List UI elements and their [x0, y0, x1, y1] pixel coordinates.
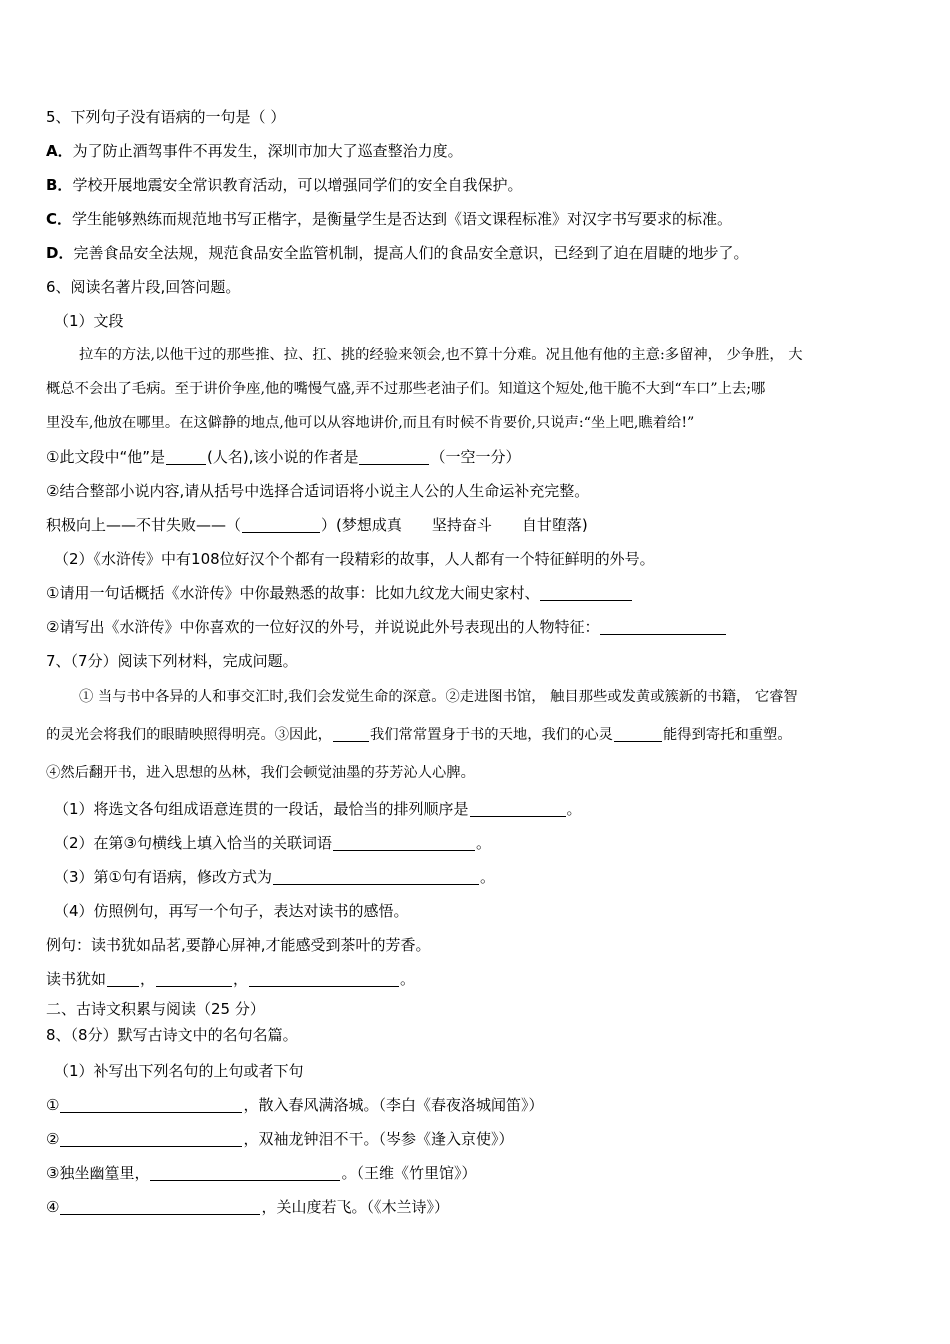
item-number: ①: [46, 1096, 60, 1114]
option-text: 学生能够熟练而规范地书写正楷字，是衡量学生是否达到《语文课程标准》对汉字书写要求的标准。: [72, 210, 733, 228]
answer-blank[interactable]: [273, 866, 479, 885]
q6-passage-line-3: 里没车,他放在哪里。在这僻静的地点,他可以从容地讲价,而且有时候不肯要价,只说声:“坐上吧,瞧着给!”: [46, 415, 695, 431]
q7-sub2-text: （2）在第③句横线上填入恰当的关联词语: [54, 834, 332, 852]
q6-part1-label: （1）文段: [54, 312, 124, 330]
q5-option-b: [46, 168, 910, 202]
q7-passage-text-b: 我们常常置身于书的天地，我们的心灵: [369, 727, 613, 743]
q7-passage-text-c: 能得到寄托和重塑。: [662, 727, 792, 743]
q6-sub1-text-c: （一空一分）: [430, 448, 521, 466]
q7-sub1: [46, 792, 910, 826]
option-letter: C．: [46, 210, 73, 228]
q6-sub2: ②结合整部小说内容,请从括号中选择合适词语将小说主人公的人生命运补充完整。: [46, 482, 590, 500]
answer-blank[interactable]: [107, 968, 139, 987]
option-letter: D．: [46, 244, 74, 262]
q7-passage-line-1: ① 当与书中各异的人和事交汇时,我们会发觉生命的深意。②走进图书馆， 触目那些或发黄或簇新的书籍， 它睿智: [79, 689, 798, 705]
q8-item-2: [46, 1122, 910, 1156]
answer-blank[interactable]: [60, 1196, 260, 1215]
q7-passage-line-3: ④然后翻开书，进入思想的丛林，我们会顿觉油墨的芬芳沁人心脾。: [46, 765, 475, 781]
section2-heading: 二、古诗文积累与阅读（25 分）: [46, 1000, 265, 1018]
q7-stem: 7、（7分）阅读下列材料，完成问题。: [46, 652, 298, 670]
q6-part2-q2: [46, 610, 910, 644]
item-number: ③: [46, 1164, 60, 1182]
q7-sub4: （4）仿照例句，再写一个句子，表达对读书的感悟。: [54, 902, 409, 920]
answer-blank[interactable]: [600, 616, 726, 635]
q7-sub1-text: （1）将选文各句组成语意连贯的一段话，最恰当的排列顺序是: [54, 800, 469, 818]
option-text: 学校开展地震安全常识教育活动，可以增强同学们的安全自我保护。: [72, 176, 523, 194]
answer-blank[interactable]: [60, 1094, 242, 1113]
q6-part2-q2-text: ②请写出《水浒传》中你喜欢的一位好汉的外号，并说说此外号表现出的人物特征：: [46, 618, 600, 636]
punctuation: ，: [233, 970, 249, 988]
exam-page: [46, 100, 910, 1224]
q5-option-c: [46, 202, 910, 236]
q5-stem: 5、下列句子没有语病的一句是（ ）: [46, 108, 286, 126]
q7-sub3: [46, 860, 910, 894]
q7-sub3-text: （3）第①句有语病，修改方式为: [54, 868, 272, 886]
item-text: ，双袖龙钟泪不干。（岑参《逢入京使》）: [243, 1130, 514, 1148]
q7-example: 例句：读书犹如品茗,要静心屏神,才能感受到茶叶的芳香。: [46, 936, 431, 954]
answer-blank[interactable]: [333, 832, 475, 851]
q6-part2: （2）《水浒传》中有108位好汉个个都有一段精彩的故事，人人都有一个特征鲜明的外号。: [54, 550, 655, 568]
answer-blank[interactable]: [359, 446, 429, 465]
item-number: ②: [46, 1130, 60, 1148]
q6-part2-q1-text: ①请用一句话概括《水浒传》中你最熟悉的故事：比如九纹龙大闹史家村、: [46, 584, 540, 602]
answer-blank[interactable]: [60, 1128, 242, 1147]
item-text: 。（王维《竹里馆》）: [341, 1164, 477, 1182]
answer-blank[interactable]: [540, 582, 632, 601]
q6-sub3-text-a: 积极向上——不甘失败——（: [46, 516, 242, 534]
q8-item-4: [46, 1190, 910, 1224]
item-text: ，关山度若飞。（《木兰诗》）: [261, 1198, 449, 1216]
answer-blank[interactable]: [614, 723, 662, 742]
q8-sub1: （1）补写出下列名句的上句或者下句: [54, 1062, 304, 1080]
item-text: ，散入春风满洛城。（李白《春夜洛城闻笛》）: [243, 1096, 544, 1114]
q7-sub2: [46, 826, 910, 860]
punctuation: ，: [140, 970, 156, 988]
q8-item-1: [46, 1088, 910, 1122]
answer-blank[interactable]: [333, 723, 369, 742]
q8-item-3: [46, 1156, 910, 1190]
q5-option-d: [46, 236, 910, 270]
answer-blank[interactable]: [470, 798, 566, 817]
q7-answer-line: [46, 962, 910, 996]
q6-sub1-text-b: (人名),该小说的作者是: [207, 448, 359, 466]
q6-passage-line-2: 概总不会出了毛病。至于讲价争座,他的嘴慢气盛,弄不过那些老油子们。知道这个短处,他干脆不大到“车口”上去;哪: [46, 381, 766, 397]
punctuation: 。: [480, 868, 496, 886]
item-number: ④: [46, 1198, 60, 1216]
answer-blank[interactable]: [242, 514, 320, 533]
q8-stem: 8、（8分）默写古诗文中的名句名篇。: [46, 1026, 298, 1044]
q6-sub1: [46, 440, 910, 474]
q7-passage-text-a: 的灵光会将我们的眼睛映照得明亮。③因此，: [46, 727, 332, 743]
punctuation: 。: [566, 800, 582, 818]
q7-passage-line-2: [46, 716, 910, 754]
option-letter: B．: [46, 176, 73, 194]
q6-part2-q1: [46, 576, 910, 610]
q6-stem: 6、阅读名著片段,回答问题。: [46, 278, 241, 296]
answer-blank[interactable]: [249, 968, 399, 987]
item-text-before: 独坐幽篁里，: [59, 1164, 150, 1182]
q6-passage-line-1: 拉车的方法,以他干过的那些推、拉、扛、挑的经验来领会,也不算十分难。况且他有他的主意:多留神， 少争胜， 大: [79, 347, 803, 363]
punctuation: 。: [476, 834, 492, 852]
punctuation: 。: [400, 970, 416, 988]
q5-option-a: [46, 134, 910, 168]
option-text: 为了防止酒驾事件不再发生，深圳市加大了巡查整治力度。: [72, 142, 463, 160]
answer-blank[interactable]: [150, 1162, 340, 1181]
q6-sub3: [46, 508, 910, 542]
answer-blank[interactable]: [156, 968, 232, 987]
answer-blank[interactable]: [166, 446, 206, 465]
q6-sub1-text-a: ①此文段中“他”是: [46, 448, 165, 466]
option-text: 完善食品安全法规，规范食品安全监管机制，提高人们的食品安全意识，已经到了迫在眉睫的地步了。: [73, 244, 749, 262]
option-letter: A．: [46, 142, 73, 160]
q7-answer-prefix: 读书犹如: [46, 970, 107, 988]
q6-sub3-text-b: ）(梦想成真 坚持奋斗 自甘堕落): [321, 516, 588, 534]
